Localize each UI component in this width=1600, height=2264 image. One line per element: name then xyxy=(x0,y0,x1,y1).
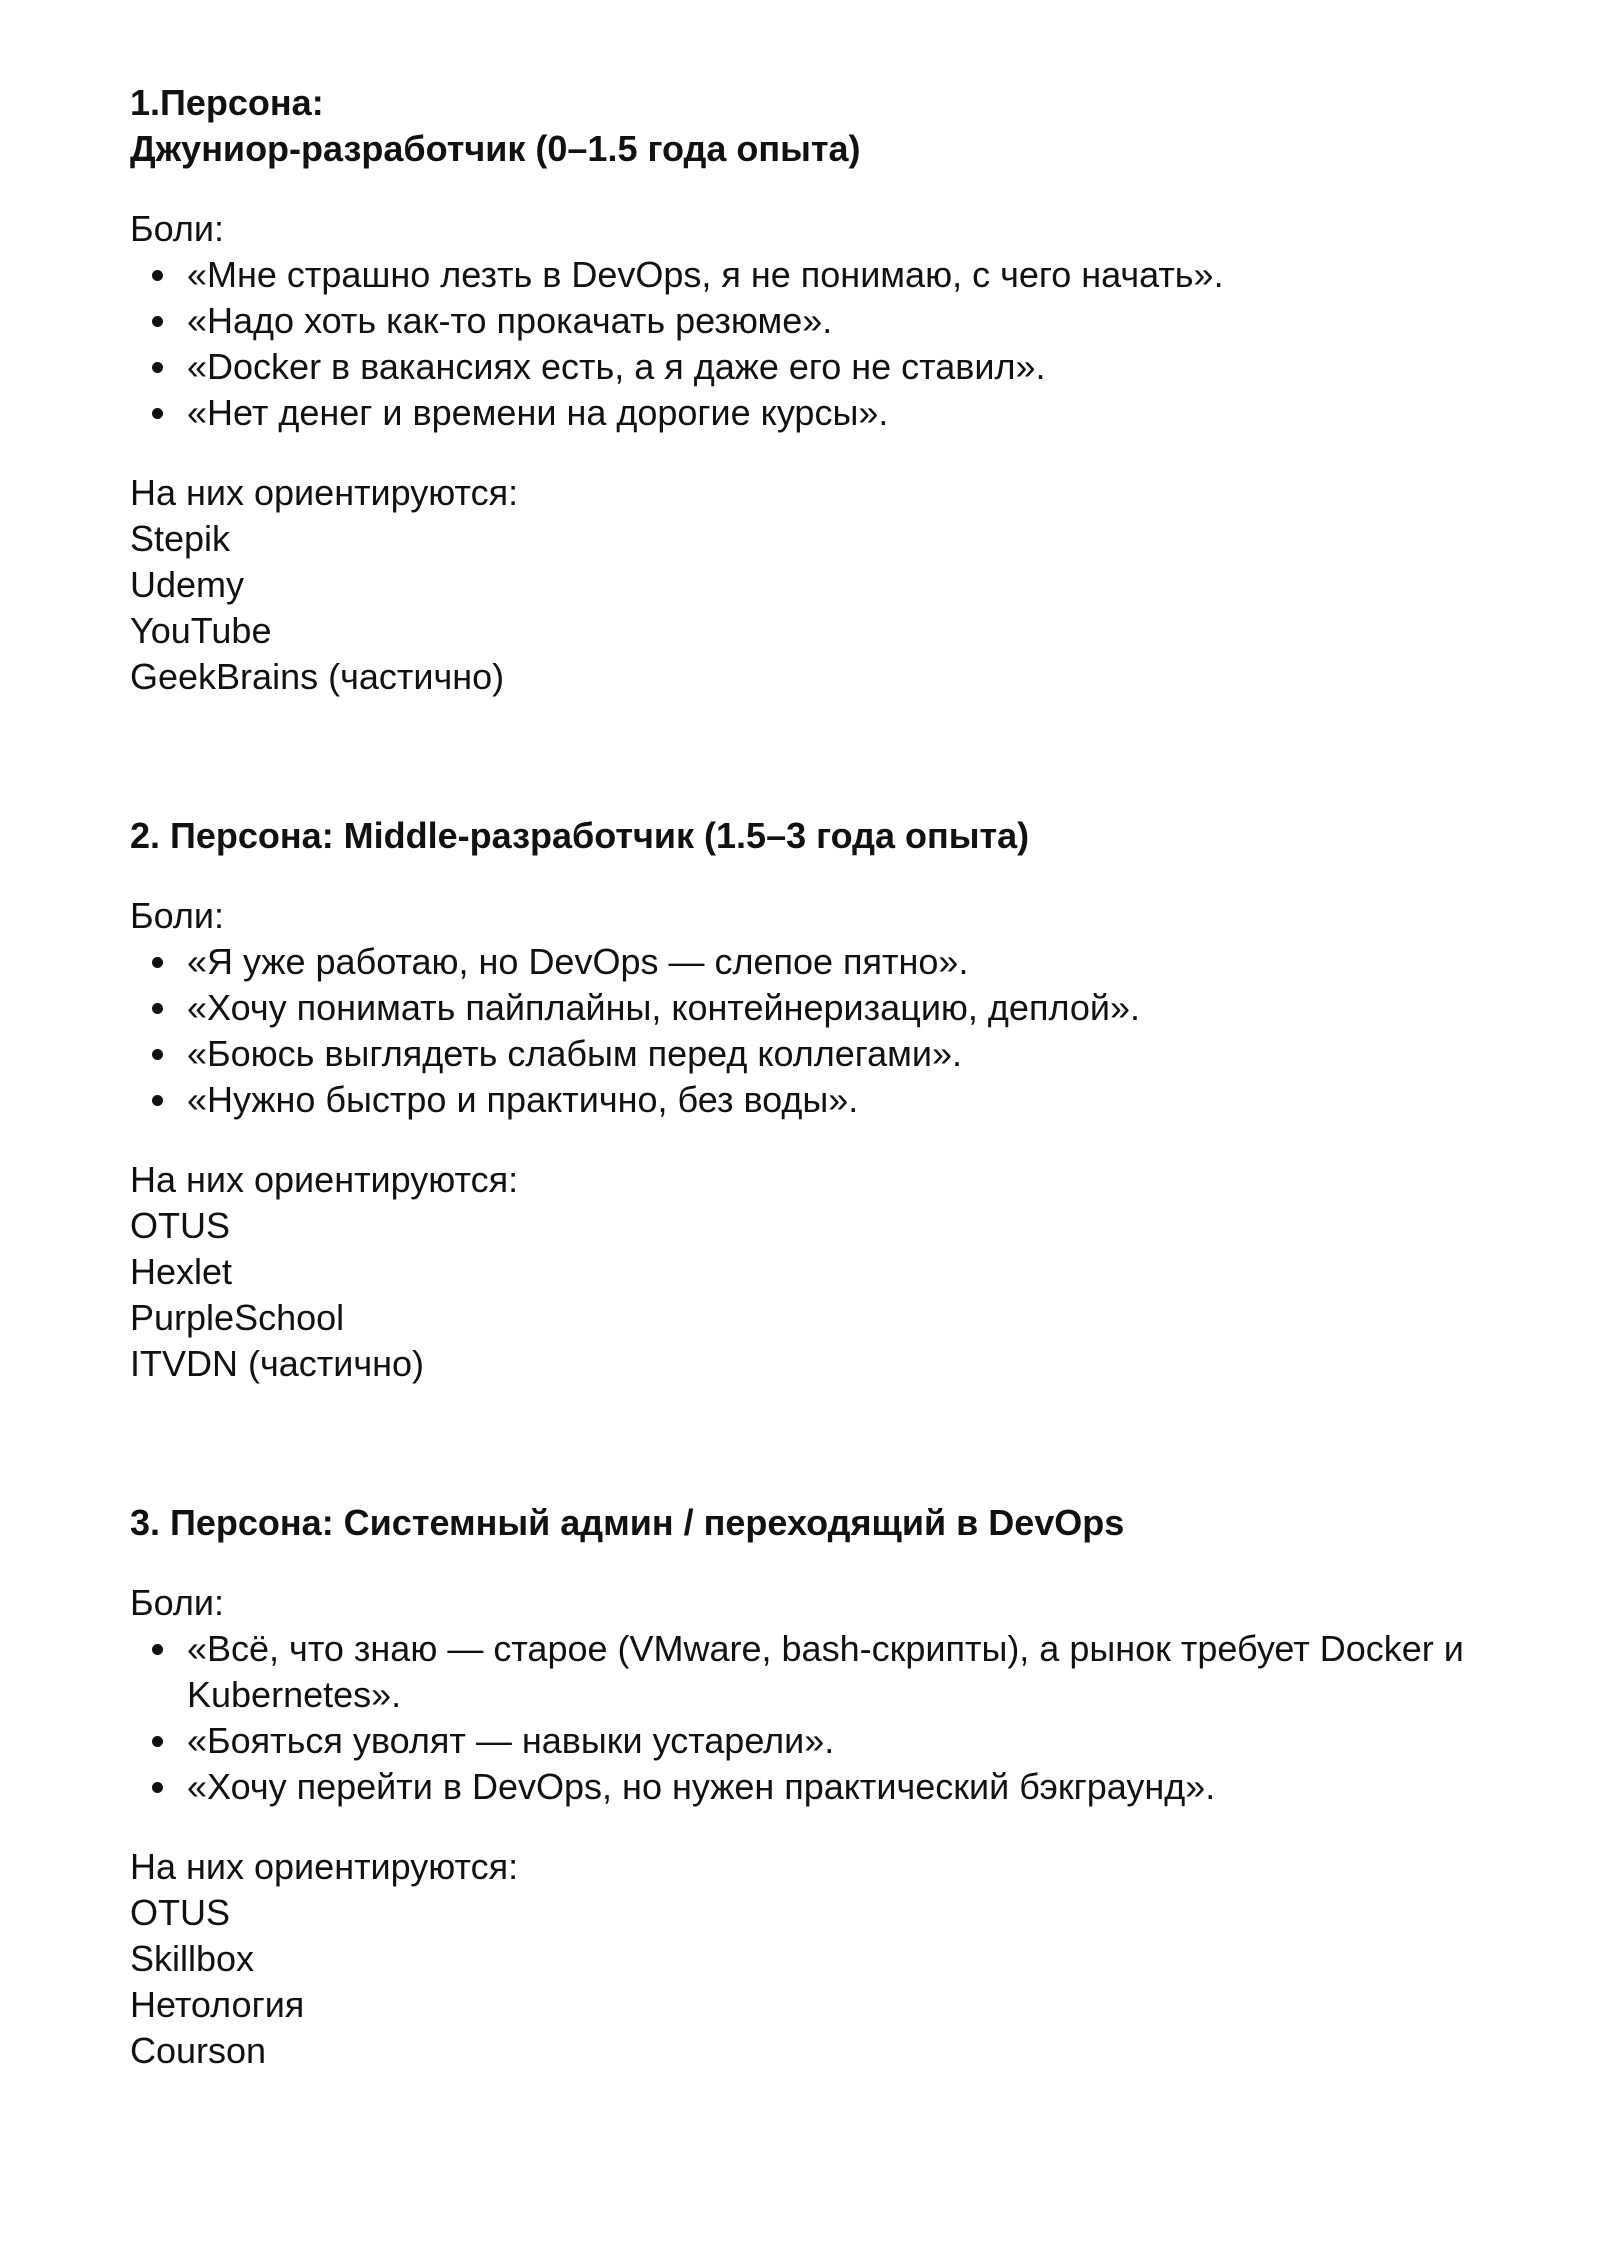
platform-item: PurpleSchool xyxy=(130,1297,345,1338)
bullet-icon xyxy=(152,1736,163,1747)
bullet-icon xyxy=(152,1782,163,1793)
list-item xyxy=(187,1718,1500,1764)
persona-section-sysadmin xyxy=(130,1500,1500,2074)
list-item xyxy=(187,1031,1500,1077)
bullet-icon xyxy=(152,408,163,419)
list-item xyxy=(187,390,1500,436)
platform-item: Нетология xyxy=(130,1984,305,2025)
pains-list xyxy=(130,939,1500,1123)
list-item xyxy=(187,939,1500,985)
pain-text: «Нужно быстро и практично, без воды». xyxy=(187,1079,859,1120)
pain-text: «Я уже работаю, но DevOps — слепое пятно». xyxy=(187,941,969,982)
list-item xyxy=(187,298,1500,344)
persona-section-junior xyxy=(130,80,1500,700)
platform-item: Udemy xyxy=(130,564,245,605)
pain-text: «Надо хоть как-то прокачать резюме». xyxy=(187,300,833,341)
platforms-label: На них ориентируются: xyxy=(130,1846,519,1887)
platform-item: Courson xyxy=(130,2030,267,2071)
persona-section-middle xyxy=(130,813,1500,1387)
pains-label: Боли: xyxy=(130,1582,224,1623)
bullet-icon xyxy=(152,1049,163,1060)
platforms-label: На них ориентируются: xyxy=(130,1159,519,1200)
platform-item: OTUS xyxy=(130,1892,231,1933)
platform-item: Hexlet xyxy=(130,1251,233,1292)
pains-list xyxy=(130,252,1500,436)
pains-label: Боли: xyxy=(130,895,224,936)
section-subtitle: Джуниор-разработчик (0–1.5 года опыта) xyxy=(130,128,861,169)
section-title: 1.Персона: xyxy=(130,82,324,123)
pain-text: «Хочу понимать пайплайны, контейнеризацию, деплой». xyxy=(187,987,1141,1028)
pains-label: Боли: xyxy=(130,208,224,249)
list-item xyxy=(187,1764,1500,1810)
section-title: 3. Персона: Системный админ / переходящий в DevOps xyxy=(130,1502,1125,1543)
bullet-icon xyxy=(152,1095,163,1106)
pains-list xyxy=(130,1626,1500,1810)
platform-item: OTUS xyxy=(130,1205,231,1246)
list-item xyxy=(187,1626,1500,1718)
bullet-icon xyxy=(152,1644,163,1655)
bullet-icon xyxy=(152,1003,163,1014)
list-item xyxy=(187,252,1500,298)
pain-text: «Хочу перейти в DevOps, но нужен практический бэкграунд». xyxy=(187,1766,1216,1807)
pain-text: «Нет денег и времени на дорогие курсы». xyxy=(187,392,889,433)
bullet-icon xyxy=(152,362,163,373)
bullet-icon xyxy=(152,316,163,327)
pain-text: «Docker в вакансиях есть, а я даже его не ставил». xyxy=(187,346,1046,387)
section-title: 2. Персона: Middle-разработчик (1.5–3 года опыта) xyxy=(130,815,1030,856)
pain-text: «Всё, что знаю — старое (VMware, bash-скрипты), а рынок требует Docker и Kubernetes». xyxy=(187,1628,1464,1715)
bullet-icon xyxy=(152,270,163,281)
pain-text: «Мне страшно лезть в DevOps, я не понимаю, с чего начать». xyxy=(187,254,1224,295)
pain-text: «Боюсь выглядеть слабым перед коллегами». xyxy=(187,1033,963,1074)
platforms-label: На них ориентируются: xyxy=(130,472,519,513)
bullet-icon xyxy=(152,957,163,968)
list-item xyxy=(187,985,1500,1031)
platform-item: GeekBrains (частично) xyxy=(130,656,505,697)
list-item xyxy=(187,1077,1500,1123)
platform-item: Stepik xyxy=(130,518,231,559)
platform-item: ITVDN (частично) xyxy=(130,1343,425,1384)
list-item xyxy=(187,344,1500,390)
pain-text: «Бояться уволят — навыки устарели». xyxy=(187,1720,835,1761)
platform-item: Skillbox xyxy=(130,1938,255,1979)
platform-item: YouTube xyxy=(130,610,272,651)
